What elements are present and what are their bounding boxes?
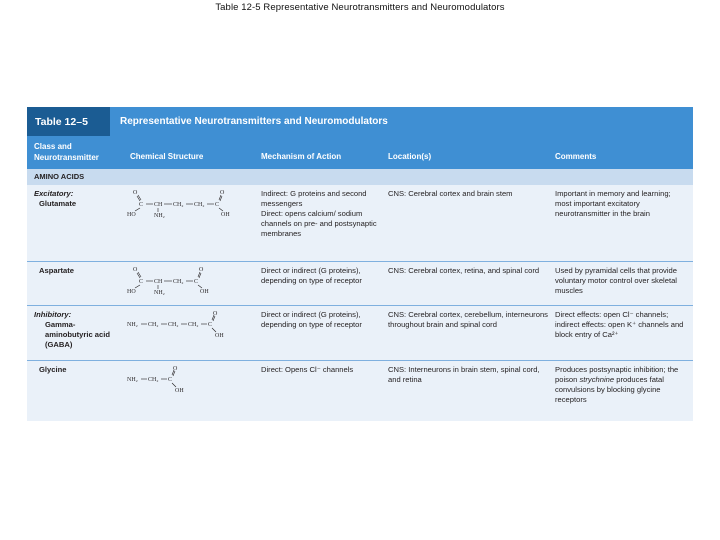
location-cell: CNS: Cerebral cortex, retina, and spinal cord: [388, 266, 540, 275]
svg-text:CH₂: CH₂: [148, 322, 159, 328]
svg-text:O: O: [133, 190, 138, 196]
svg-text:C: C: [139, 279, 144, 285]
comments-cell: Important in memory and learning; most important excitatory neurotransmitter in the brain: [555, 189, 671, 218]
svg-text:C: C: [139, 202, 144, 208]
neurotransmitter-name: Glutamate: [39, 199, 77, 208]
svg-text:C: C: [168, 377, 173, 383]
svg-text:NH₂: NH₂: [127, 377, 138, 383]
structure-cell: [127, 308, 252, 347]
neurotransmitter-name: Aspartate: [39, 266, 75, 275]
table-row-glycine: [27, 361, 693, 421]
neurotransmitter-name: Glycine: [39, 365, 67, 374]
comments-text-start: Produces postsynaptic inhibition; the poison: [555, 365, 679, 384]
table-banner: [27, 107, 693, 136]
svg-text:CH₂: CH₂: [173, 279, 184, 285]
comments-cell: Used by pyramidal cells that provide voluntary motor control over skeletal muscles: [555, 266, 677, 295]
neurotransmitter-table: [27, 107, 693, 419]
svg-text:HO: HO: [127, 212, 136, 218]
column-header-location: Location(s): [388, 152, 432, 161]
mechanism-cell: Direct or indirect (G proteins), depending on type of receptor: [261, 266, 362, 285]
svg-text:HO: HO: [127, 289, 136, 295]
aspartate-structure-diagram: [127, 264, 247, 300]
comments-cell: Direct effects: open Cl⁻ channels; indirect effects: open K⁺ channels and block entry of Ca²⁺: [555, 310, 684, 339]
column-header-structure: Chemical Structure: [130, 152, 204, 161]
svg-text:OH: OH: [200, 289, 209, 295]
column-header-class: [34, 141, 119, 163]
mechanism-cell: Indirect: G proteins and second messengers Direct: opens calcium/ sodium channels on pre- and postsynaptic membranes: [261, 189, 377, 238]
svg-text:CH: CH: [154, 202, 163, 208]
table-title: Representative Neurotransmitters and Neuromodulators: [120, 116, 388, 127]
svg-text:O: O: [213, 311, 218, 317]
svg-text:CH₂: CH₂: [173, 202, 184, 208]
location-cell: CNS: Cerebral cortex, cerebellum, interneurons throughout brain and spinal cord: [388, 310, 548, 329]
glutamate-structure-diagram: [127, 187, 247, 223]
class-cell: [34, 189, 122, 209]
svg-text:O: O: [173, 366, 178, 372]
slide-title: Table 12-5 Representative Neurotransmitters and Neuromodulators: [215, 2, 505, 13]
svg-text:NH₂: NH₂: [154, 290, 165, 296]
svg-text:CH₂: CH₂: [148, 377, 159, 383]
column-header-comments: Comments: [555, 152, 597, 161]
svg-text:OH: OH: [215, 333, 224, 339]
svg-text:O: O: [220, 190, 225, 196]
column-header-row: [27, 136, 693, 169]
neurotransmitter-name: Gamma-aminobutyric acid (GABA): [45, 320, 110, 349]
location-cell: CNS: Cerebral cortex and brain stem: [388, 189, 513, 198]
class-cell: [34, 266, 122, 276]
structure-cell: [127, 264, 252, 303]
location-cell: CNS: Interneurons in brain stem, spinal cord, and retina: [388, 365, 540, 384]
svg-text:NH₂: NH₂: [154, 213, 165, 219]
section-heading-amino-acids: AMINO ACIDS: [27, 169, 693, 185]
svg-text:O: O: [199, 267, 204, 273]
comments-cell: [555, 365, 689, 405]
category-label: Inhibitory:: [34, 310, 72, 319]
svg-text:CH₂: CH₂: [168, 322, 179, 328]
svg-text:O: O: [133, 267, 138, 273]
table-row-glutamate: [27, 185, 693, 262]
svg-text:C: C: [215, 202, 220, 208]
comments-text-end: produces fatal convulsions by blocking glycine receptors: [555, 375, 664, 404]
mechanism-cell: Direct or indirect (G proteins), depending on type of receptor: [261, 310, 362, 329]
svg-text:C: C: [208, 322, 213, 328]
table-number: Table 12–5: [27, 107, 110, 136]
glycine-structure-diagram: [127, 363, 247, 399]
svg-text:CH₂: CH₂: [194, 202, 205, 208]
gaba-structure-diagram: [127, 308, 247, 344]
column-header-class-line1: Class and: [34, 142, 72, 151]
column-header-mechanism: Mechanism of Action: [261, 152, 342, 161]
table-row-aspartate: [27, 262, 693, 306]
svg-text:CH₂: CH₂: [188, 322, 199, 328]
svg-text:NH₂: NH₂: [127, 322, 138, 328]
table-row-gaba: [27, 306, 693, 361]
mechanism-cell: Direct: Opens Cl⁻ channels: [261, 365, 354, 374]
structure-cell: [127, 187, 252, 226]
svg-text:OH: OH: [221, 212, 230, 218]
column-header-class-line2: Neurotransmitter: [34, 153, 99, 162]
svg-text:OH: OH: [175, 388, 184, 394]
comments-emphasis: strychnine: [579, 375, 615, 384]
svg-text:CH: CH: [154, 279, 163, 285]
class-cell: [34, 310, 122, 350]
class-cell: [34, 365, 122, 375]
category-label: Excitatory:: [34, 189, 74, 198]
structure-cell: [127, 363, 252, 402]
svg-text:C: C: [194, 279, 199, 285]
